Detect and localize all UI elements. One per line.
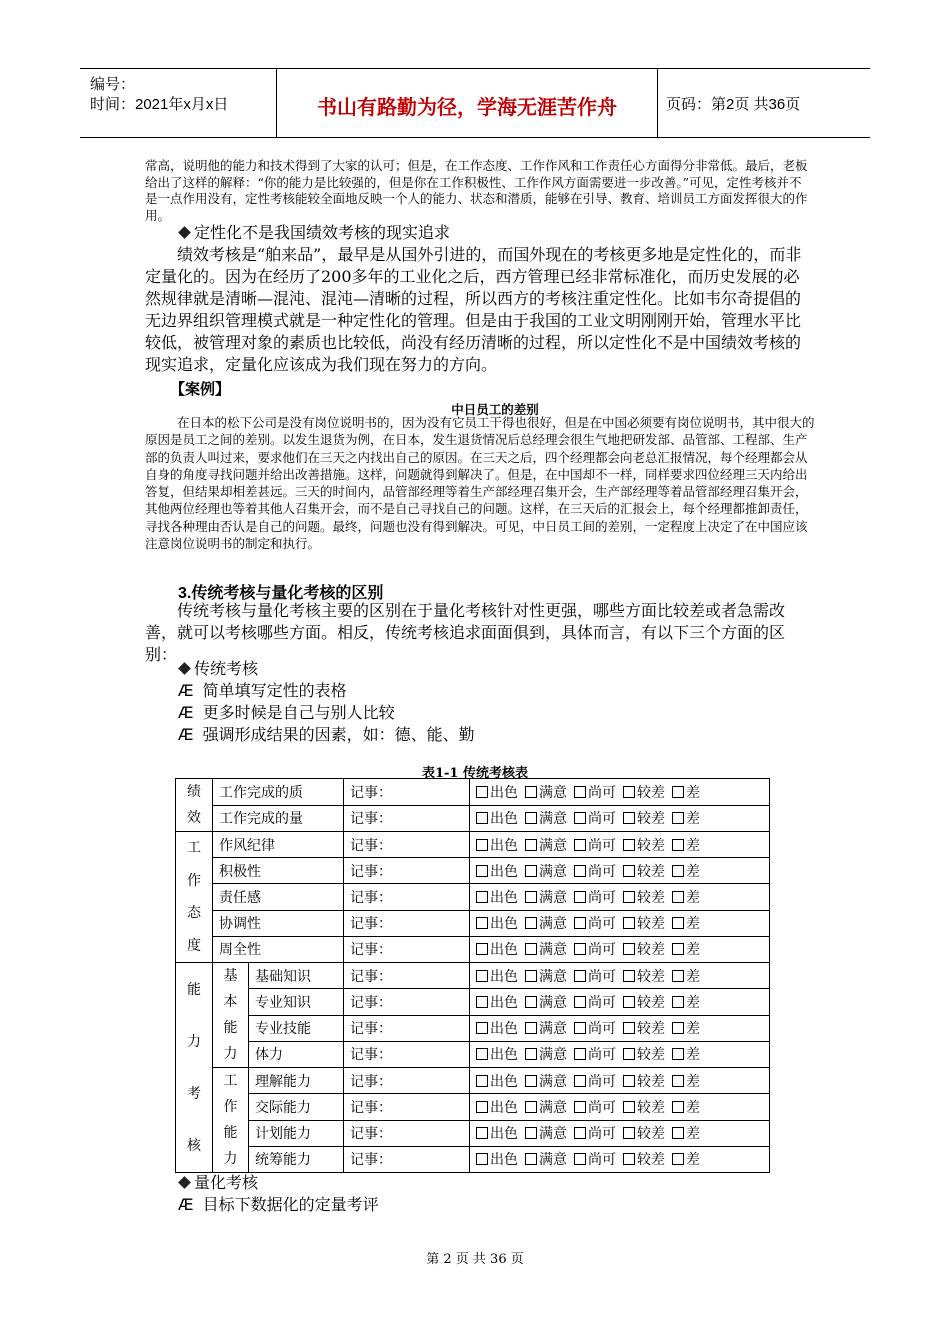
rating-options xyxy=(470,910,770,936)
checkbox-icon[interactable] xyxy=(672,943,684,955)
category-cell: 基本能力 xyxy=(213,963,249,1068)
note-cell[interactable]: 记事： xyxy=(344,1146,470,1172)
rating-option[interactable]: 满意 xyxy=(525,1047,567,1063)
checkbox-icon[interactable] xyxy=(476,917,488,929)
checkbox-icon[interactable] xyxy=(525,996,537,1008)
section-heading: 3.传统考核与量化考核的区别 xyxy=(178,585,384,602)
checkbox-icon[interactable] xyxy=(476,1022,488,1034)
intro-paragraph: 常高，说明他的能力和技术得到了大家的认可；但是，在工作态度、工作作风和工作责任心方面得分非常低。最后，老板给出了这样的解释：“你的能力是比较强的，但是你在工作积极性、工作作风方面需要进一步改善。”可见，定性考核并不是一点作用没有，定性考核能较全面地反映一个人的能力、状态和潜质，能够在引导、教育、培训员工方面发挥很大的作用。 xyxy=(145,158,808,223)
checkbox-icon[interactable] xyxy=(525,917,537,929)
page-number-label: 页码：第2页 共36页 xyxy=(666,96,801,113)
bullet-quantitative: 量化考核 xyxy=(178,1172,258,1194)
checkbox-icon[interactable] xyxy=(623,1127,635,1139)
checkbox-icon[interactable] xyxy=(672,1022,684,1034)
rating-option[interactable]: 较差 xyxy=(623,1021,665,1037)
rating-option[interactable]: 满意 xyxy=(525,995,567,1011)
checkbox-icon[interactable] xyxy=(574,1022,586,1034)
rating-option[interactable]: 尚可 xyxy=(574,811,616,827)
checkbox-icon[interactable] xyxy=(525,943,537,955)
checkbox-icon[interactable] xyxy=(476,1127,488,1139)
checkbox-icon[interactable] xyxy=(574,996,586,1008)
checkbox-icon[interactable] xyxy=(525,1101,537,1113)
checkbox-icon[interactable] xyxy=(476,786,488,798)
checkbox-icon[interactable] xyxy=(672,786,684,798)
checkbox-icon[interactable] xyxy=(574,1101,586,1113)
rating-options xyxy=(470,1094,770,1120)
rating-option[interactable]: 较差 xyxy=(623,969,665,985)
rating-option[interactable]: 出色 xyxy=(476,1074,518,1090)
item-name: 工作完成的量 xyxy=(213,805,344,832)
rating-option[interactable]: 较差 xyxy=(623,1047,665,1063)
checkbox-icon[interactable] xyxy=(476,865,488,877)
note-cell[interactable]: 记事： xyxy=(344,805,470,832)
checkbox-icon[interactable] xyxy=(574,891,586,903)
item-name: 计划能力 xyxy=(249,1120,344,1146)
checkbox-icon[interactable] xyxy=(672,839,684,851)
item-name: 理解能力 xyxy=(249,1068,344,1094)
checkbox-icon[interactable] xyxy=(672,1153,684,1165)
note-cell[interactable]: 记事： xyxy=(344,884,470,910)
checkbox-icon[interactable] xyxy=(623,943,635,955)
note-cell[interactable]: 记事： xyxy=(344,779,470,806)
rating-option[interactable]: 满意 xyxy=(525,916,567,932)
checkbox-icon[interactable] xyxy=(574,1075,586,1087)
checkbox-icon[interactable] xyxy=(476,943,488,955)
rating-option[interactable]: 满意 xyxy=(525,1021,567,1037)
rating-option[interactable]: 出色 xyxy=(476,785,518,801)
table-row xyxy=(176,910,770,936)
table-row xyxy=(176,1120,770,1146)
checkbox-icon[interactable] xyxy=(525,1127,537,1139)
rating-option[interactable]: 差 xyxy=(672,995,700,1011)
page-footer: 第 2 页 共 36 页 xyxy=(426,1252,524,1267)
rating-option[interactable]: 满意 xyxy=(525,1152,567,1168)
checkbox-icon[interactable] xyxy=(623,891,635,903)
rating-option[interactable]: 满意 xyxy=(525,942,567,958)
diamond-bullet-icon xyxy=(178,662,191,675)
table-row xyxy=(176,1146,770,1172)
rating-option[interactable]: 出色 xyxy=(476,838,518,854)
rating-option[interactable]: 较差 xyxy=(623,995,665,1011)
category-cell: 能力考核 xyxy=(176,963,213,1173)
section-paragraph: 传统考核与量化考核主要的区别在于量化考核针对性更强，哪些方面比较差或者急需改善，就可以考核哪些方面。相反，传统考核追求面面俱到，具体而言，有以下三个方面的区别： xyxy=(145,601,786,664)
rating-option[interactable]: 较差 xyxy=(623,1074,665,1090)
traditional-point: Æ 简单填写定性的表格 xyxy=(178,681,347,700)
rating-option[interactable]: 出色 xyxy=(476,1047,518,1063)
checkbox-icon[interactable] xyxy=(623,1075,635,1087)
rating-option[interactable]: 较差 xyxy=(623,1126,665,1142)
checkbox-icon[interactable] xyxy=(672,1048,684,1060)
checkbox-icon[interactable] xyxy=(623,996,635,1008)
rating-option[interactable]: 尚可 xyxy=(574,995,616,1011)
table-row xyxy=(176,858,770,884)
rating-option[interactable]: 出色 xyxy=(476,969,518,985)
bullet-qualitative: 定性化不是我国绩效考核的现实追求 xyxy=(178,222,450,244)
rating-option[interactable]: 出色 xyxy=(476,864,518,880)
table-row xyxy=(176,1068,770,1094)
rating-option[interactable]: 满意 xyxy=(525,785,567,801)
rating-option[interactable]: 尚可 xyxy=(574,942,616,958)
rating-option[interactable]: 较差 xyxy=(623,785,665,801)
ae-bullet-icon: Æ xyxy=(178,1195,194,1214)
bullet-traditional: 传统考核 xyxy=(178,658,258,680)
table-row xyxy=(176,936,770,962)
table-row xyxy=(176,832,770,858)
rating-option[interactable]: 尚可 xyxy=(574,1126,616,1142)
note-cell[interactable]: 记事： xyxy=(344,858,470,884)
checkbox-icon[interactable] xyxy=(525,970,537,982)
checkbox-icon[interactable] xyxy=(525,839,537,851)
checkbox-icon[interactable] xyxy=(574,970,586,982)
table-row xyxy=(176,805,770,832)
rating-option[interactable]: 满意 xyxy=(525,811,567,827)
rating-option[interactable]: 尚可 xyxy=(574,1152,616,1168)
ae-bullet-icon: Æ xyxy=(178,725,194,744)
checkbox-icon[interactable] xyxy=(672,996,684,1008)
table-row xyxy=(176,1041,770,1067)
case-title: 中日员工的差别 xyxy=(451,403,539,417)
rating-options xyxy=(470,884,770,910)
checkbox-icon[interactable] xyxy=(476,812,488,824)
item-name: 专业技能 xyxy=(249,1015,344,1041)
checkbox-icon[interactable] xyxy=(672,1127,684,1139)
header-motto-cell xyxy=(277,69,658,137)
header-page-cell xyxy=(658,69,870,137)
checkbox-icon[interactable] xyxy=(574,1048,586,1060)
rating-option[interactable]: 差 xyxy=(672,1100,700,1116)
rating-option[interactable]: 满意 xyxy=(525,1126,567,1142)
rating-option[interactable]: 较差 xyxy=(623,811,665,827)
rating-option[interactable]: 较差 xyxy=(623,890,665,906)
checkbox-icon[interactable] xyxy=(525,865,537,877)
category-cell: 工作能力 xyxy=(213,1068,249,1173)
rating-option[interactable]: 出色 xyxy=(476,916,518,932)
note-cell[interactable]: 记事： xyxy=(344,963,470,989)
checkbox-icon[interactable] xyxy=(672,917,684,929)
item-name: 积极性 xyxy=(213,858,344,884)
checkbox-icon[interactable] xyxy=(525,1048,537,1060)
rating-options xyxy=(470,936,770,962)
rating-option[interactable]: 差 xyxy=(672,890,700,906)
checkbox-icon[interactable] xyxy=(623,786,635,798)
checkbox-icon[interactable] xyxy=(672,891,684,903)
rating-option[interactable]: 差 xyxy=(672,1152,700,1168)
ae-bullet-icon: Æ xyxy=(178,703,194,722)
rating-options xyxy=(470,1146,770,1172)
traditional-assessment-table xyxy=(175,778,770,1173)
checkbox-icon[interactable] xyxy=(672,865,684,877)
rating-options xyxy=(470,989,770,1015)
time-label: 时间：2021年x月x日 xyxy=(90,96,229,113)
rating-option[interactable]: 满意 xyxy=(525,890,567,906)
rating-option[interactable]: 较差 xyxy=(623,864,665,880)
checkbox-icon[interactable] xyxy=(574,786,586,798)
rating-option[interactable]: 差 xyxy=(672,1021,700,1037)
rating-option[interactable]: 差 xyxy=(672,864,700,880)
item-name: 工作完成的质 xyxy=(213,779,344,806)
checkbox-icon[interactable] xyxy=(623,839,635,851)
rating-option[interactable]: 差 xyxy=(672,969,700,985)
rating-option[interactable]: 较差 xyxy=(623,838,665,854)
rating-options xyxy=(470,1015,770,1041)
checkbox-icon[interactable] xyxy=(623,917,635,929)
rating-option[interactable]: 满意 xyxy=(525,1074,567,1090)
note-cell[interactable]: 记事： xyxy=(344,989,470,1015)
checkbox-icon[interactable] xyxy=(574,812,586,824)
rating-option[interactable]: 较差 xyxy=(623,1152,665,1168)
table-caption: 表1-1 传统考核表 xyxy=(421,766,528,781)
rating-option[interactable]: 差 xyxy=(672,1074,700,1090)
note-cell[interactable]: 记事： xyxy=(344,910,470,936)
rating-option[interactable]: 差 xyxy=(672,1047,700,1063)
traditional-point: Æ 更多时候是自己与别人比较 xyxy=(178,703,395,722)
checkbox-icon[interactable] xyxy=(525,1075,537,1087)
rating-option[interactable]: 尚可 xyxy=(574,890,616,906)
rating-option[interactable]: 尚可 xyxy=(574,785,616,801)
note-cell[interactable]: 记事： xyxy=(344,936,470,962)
checkbox-icon[interactable] xyxy=(574,865,586,877)
rating-options xyxy=(470,1041,770,1067)
checkbox-icon[interactable] xyxy=(525,1022,537,1034)
category-cell: 绩效 xyxy=(176,779,213,832)
rating-option[interactable]: 出色 xyxy=(476,995,518,1011)
checkbox-icon[interactable] xyxy=(476,996,488,1008)
rating-option[interactable]: 差 xyxy=(672,916,700,932)
rating-options xyxy=(470,1120,770,1146)
rating-option[interactable]: 尚可 xyxy=(574,969,616,985)
item-name: 统筹能力 xyxy=(249,1146,344,1172)
checkbox-icon[interactable] xyxy=(623,1048,635,1060)
checkbox-icon[interactable] xyxy=(476,1101,488,1113)
ae-bullet-icon: Æ xyxy=(178,681,194,700)
table-row xyxy=(176,884,770,910)
quantitative-point: Æ 目标下数据化的定量考评 xyxy=(178,1195,379,1214)
item-name: 基础知识 xyxy=(249,963,344,989)
rating-option[interactable]: 出色 xyxy=(476,1152,518,1168)
checkbox-icon[interactable] xyxy=(672,812,684,824)
rating-option[interactable]: 尚可 xyxy=(574,1021,616,1037)
item-name: 作风纪律 xyxy=(213,832,344,858)
item-name: 交际能力 xyxy=(249,1094,344,1120)
rating-options xyxy=(470,1068,770,1094)
diamond-bullet-icon xyxy=(178,1176,191,1189)
number-label: 编号： xyxy=(90,76,136,93)
checkbox-icon[interactable] xyxy=(623,1022,635,1034)
motto: 书山有路勤为径，学海无涯苦作舟 xyxy=(317,97,617,119)
rating-option[interactable]: 较差 xyxy=(623,942,665,958)
rating-option[interactable]: 差 xyxy=(672,942,700,958)
checkbox-icon[interactable] xyxy=(623,1153,635,1165)
rating-option[interactable]: 差 xyxy=(672,811,700,827)
checkbox-icon[interactable] xyxy=(623,812,635,824)
note-cell[interactable]: 记事： xyxy=(344,1094,470,1120)
checkbox-icon[interactable] xyxy=(672,970,684,982)
rating-option[interactable]: 出色 xyxy=(476,1021,518,1037)
checkbox-icon[interactable] xyxy=(574,1127,586,1139)
checkbox-icon[interactable] xyxy=(476,970,488,982)
rating-option[interactable]: 满意 xyxy=(525,1100,567,1116)
rating-option[interactable]: 满意 xyxy=(525,969,567,985)
traditional-point: Æ 强调形成结果的因素，如：德、能、勤 xyxy=(178,725,475,744)
table-row xyxy=(176,989,770,1015)
checkbox-icon[interactable] xyxy=(525,786,537,798)
note-cell[interactable]: 记事： xyxy=(344,1041,470,1067)
header-meta-cell xyxy=(80,69,277,137)
checkbox-icon[interactable] xyxy=(623,1101,635,1113)
checkbox-icon[interactable] xyxy=(623,970,635,982)
rating-options xyxy=(470,779,770,806)
checkbox-icon[interactable] xyxy=(476,1075,488,1087)
rating-option[interactable]: 出色 xyxy=(476,1100,518,1116)
case-label: 【案例】 xyxy=(170,381,231,398)
rating-option[interactable]: 出色 xyxy=(476,1126,518,1142)
checkbox-icon[interactable] xyxy=(476,839,488,851)
checkbox-icon[interactable] xyxy=(623,865,635,877)
rating-options xyxy=(470,858,770,884)
table-row xyxy=(176,1015,770,1041)
rating-option[interactable]: 尚可 xyxy=(574,838,616,854)
rating-option[interactable]: 满意 xyxy=(525,864,567,880)
qualitative-paragraph: 绩效考核是“舶来品”，最早是从国外引进的，而国外现在的考核更多地是定性化的，而非定量化的。因为在经历了200多年的工业化之后，西方管理已经非常标准化，而历史发展的必然规律就是清晰—混沌、混沌—清晰的过程，所以西方的考核注重定性化。比如韦尔奇提倡的无边界组织管理模式就是一种定性化的管理。但是由于我国的工业文明刚刚开始，管理水平比较低，被管理对象的素质也比较低，尚没有经历清晰的过程，所以定性化不是中国绩效考核的现实追求，定量化应该成为我们现在努力的方向。 xyxy=(145,245,802,374)
rating-option[interactable]: 出色 xyxy=(476,811,518,827)
checkbox-icon[interactable] xyxy=(574,839,586,851)
diamond-bullet-icon xyxy=(178,226,191,239)
checkbox-icon[interactable] xyxy=(476,1048,488,1060)
checkbox-icon[interactable] xyxy=(525,812,537,824)
rating-option[interactable]: 尚可 xyxy=(574,864,616,880)
rating-option[interactable]: 较差 xyxy=(623,1100,665,1116)
rating-options xyxy=(470,805,770,832)
case-text: 在日本的松下公司是没有岗位说明书的，因为没有它员工干得也很好，但是在中国必须要有岗位说明书，其中很大的原因是员工之间的差别。以发生退货为例，在日本，发生退货情况后总经理会很生气地把研发部、品管部、工程部、生产部的负责人叫过来，要求他们在三天之内找出自己的原因。在三天之后，四个经理都会向老总汇报情况，每个经理都会从自身的角度寻找问题并给出改善措施。这样，问题就得到解决了。但是，在中国却不一样，同样要求四位经理三天内给出答复，但结果却相差甚远。三天的时间内，品管部经理等着生产部经理召集开会，生产部经理等着品管部经理召集开会，其他两位经理也等着其他人召集开会，而不是自己寻找自己的问题。这样，在三天后的汇报会上，每个经理都推卸责任，寻找各种理由否认是自己的问题。最终，问题也没有得到解决。可见，中日员工间的差别，一定程度上决定了在中国应该注意岗位说明书的制定和执行。 xyxy=(145,415,815,552)
rating-option[interactable]: 尚可 xyxy=(574,1100,616,1116)
rating-option[interactable]: 出色 xyxy=(476,942,518,958)
rating-option[interactable]: 尚可 xyxy=(574,916,616,932)
rating-option[interactable]: 较差 xyxy=(623,916,665,932)
note-cell[interactable]: 记事： xyxy=(344,1015,470,1041)
checkbox-icon[interactable] xyxy=(574,917,586,929)
checkbox-icon[interactable] xyxy=(476,891,488,903)
rating-option[interactable]: 出色 xyxy=(476,890,518,906)
rating-option[interactable]: 满意 xyxy=(525,838,567,854)
rating-option[interactable]: 差 xyxy=(672,1126,700,1142)
note-cell[interactable]: 记事： xyxy=(344,1120,470,1146)
table-row xyxy=(176,779,770,806)
rating-option[interactable]: 尚可 xyxy=(574,1047,616,1063)
item-name: 体力 xyxy=(249,1041,344,1067)
item-name: 专业知识 xyxy=(249,989,344,1015)
checkbox-icon[interactable] xyxy=(574,1153,586,1165)
item-name: 协调性 xyxy=(213,910,344,936)
rating-option[interactable]: 尚可 xyxy=(574,1074,616,1090)
item-name: 责任感 xyxy=(213,884,344,910)
rating-option[interactable]: 差 xyxy=(672,785,700,801)
rating-options xyxy=(470,963,770,989)
rating-option[interactable]: 差 xyxy=(672,838,700,854)
checkbox-icon[interactable] xyxy=(525,1153,537,1165)
page-header xyxy=(80,68,870,138)
note-cell[interactable]: 记事： xyxy=(344,1068,470,1094)
rating-options xyxy=(470,832,770,858)
checkbox-icon[interactable] xyxy=(574,943,586,955)
table-row xyxy=(176,963,770,989)
checkbox-icon[interactable] xyxy=(525,891,537,903)
checkbox-icon[interactable] xyxy=(672,1075,684,1087)
table-row xyxy=(176,1094,770,1120)
note-cell[interactable]: 记事： xyxy=(344,832,470,858)
item-name: 周全性 xyxy=(213,936,344,962)
category-cell: 工作态度 xyxy=(176,832,213,963)
checkbox-icon[interactable] xyxy=(476,1153,488,1165)
checkbox-icon[interactable] xyxy=(672,1101,684,1113)
